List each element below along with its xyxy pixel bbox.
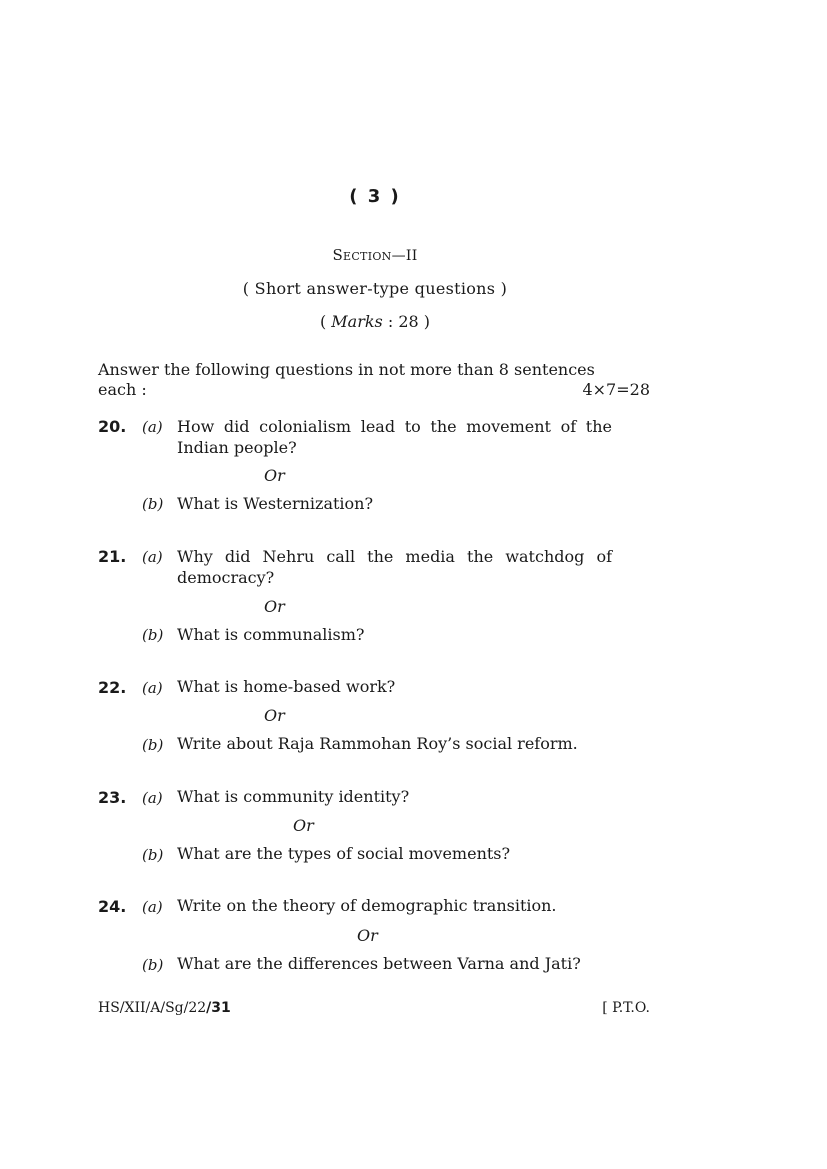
paper-code-suffix: /31 bbox=[206, 1000, 231, 1016]
or-separator: Or bbox=[264, 466, 285, 485]
option-a-label: (a) bbox=[142, 789, 163, 807]
marks-label: Marks bbox=[331, 312, 383, 331]
instruction-line-2: each : bbox=[98, 380, 147, 399]
paper-code-main: HS/XII/A/Sg/22 bbox=[98, 1000, 207, 1016]
option-a-label: (a) bbox=[142, 679, 163, 697]
option-b-label: (b) bbox=[142, 956, 164, 974]
question-text-a: Write on the theory of demographic transition. bbox=[177, 896, 557, 915]
or-separator: Or bbox=[264, 706, 285, 725]
question-text-a: Why did Nehru call the media the watchdog of bbox=[177, 547, 612, 566]
question-number: 24. bbox=[98, 897, 127, 916]
question-text-a-cont: democracy? bbox=[177, 568, 275, 587]
marks-value: : 28 bbox=[387, 312, 419, 331]
or-separator: Or bbox=[264, 597, 285, 616]
question-text-b: What are the differences between Varna and Jati? bbox=[177, 954, 581, 973]
section-prefix: Section bbox=[332, 246, 392, 264]
question-text-b: Write about Raja Rammohan Roy’s social reform. bbox=[177, 734, 578, 753]
section-subtitle: ( Short answer-type questions ) bbox=[242, 279, 508, 298]
section-marks: ( Marks : 28 ) bbox=[319, 312, 431, 331]
option-a-label: (a) bbox=[142, 548, 163, 566]
or-separator: Or bbox=[357, 926, 378, 945]
question-text-a: What is community identity? bbox=[177, 787, 410, 806]
question-text-a-cont: Indian people? bbox=[177, 438, 297, 457]
option-a-label: (a) bbox=[142, 418, 163, 436]
question-text-a: How did colonialism lead to the movement of the bbox=[177, 417, 612, 436]
paper-code bbox=[98, 1000, 231, 1016]
option-b-label: (b) bbox=[142, 846, 164, 864]
question-number: 22. bbox=[98, 678, 127, 697]
question-number: 23. bbox=[98, 788, 127, 807]
question-number: 21. bbox=[98, 547, 127, 566]
page-number: ( 3 ) bbox=[349, 186, 401, 207]
question-text-b: What are the types of social movements? bbox=[177, 844, 511, 863]
question-text-a: What is home-based work? bbox=[177, 677, 396, 696]
option-b-label: (b) bbox=[142, 495, 164, 513]
marks-distribution: 4×7=28 bbox=[582, 380, 650, 399]
question-text-b: What is communalism? bbox=[177, 625, 365, 644]
instruction-line-1: Answer the following questions in not more than 8 sentences bbox=[98, 360, 595, 379]
question-number: 20. bbox=[98, 417, 127, 436]
section-suffix: —II bbox=[391, 248, 418, 264]
option-a-label: (a) bbox=[142, 898, 163, 916]
option-b-label: (b) bbox=[142, 736, 164, 754]
option-b-label: (b) bbox=[142, 626, 164, 644]
question-text-b: What is Westernization? bbox=[177, 494, 374, 513]
section-heading bbox=[0, 246, 750, 264]
pto-marker: [ P.T.O. bbox=[602, 1000, 650, 1016]
or-separator: Or bbox=[293, 816, 314, 835]
